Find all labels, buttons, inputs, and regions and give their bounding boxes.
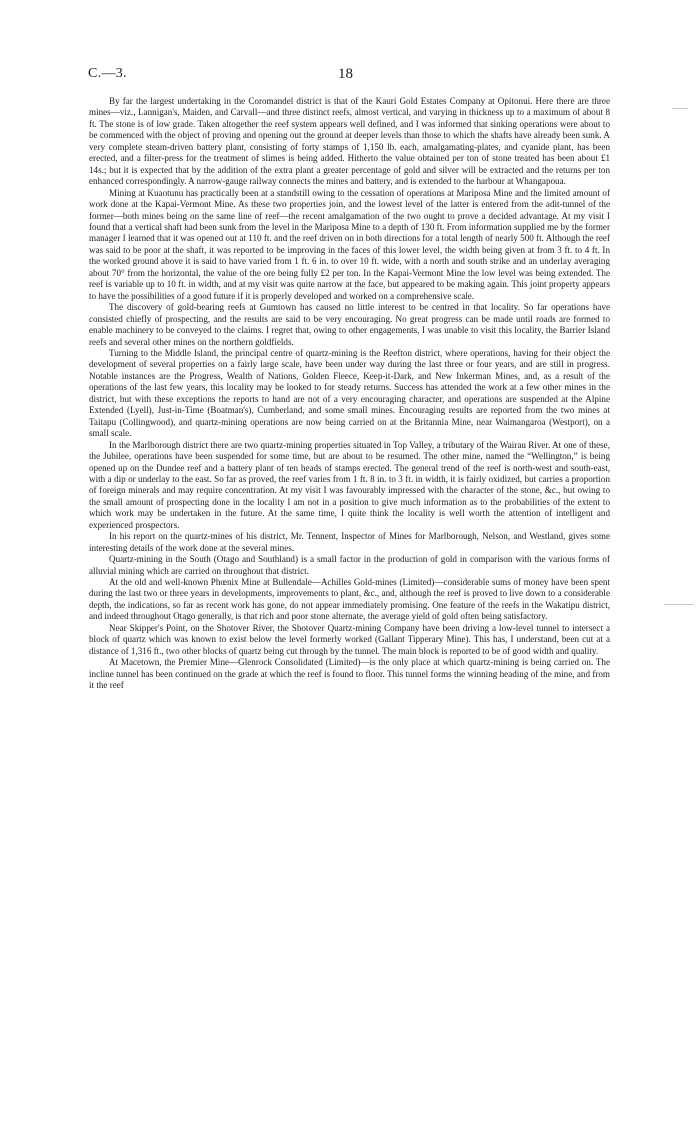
body-text xyxy=(89,96,610,692)
paragraph-south: Quartz-mining in the South (Otago and Southland) is a small factor in the production of gold in comparison with the various forms of alluvial mining which are carried on throughout that district. xyxy=(89,554,610,576)
document-reference: C.—3. xyxy=(88,66,127,81)
paragraph-coromandel: By far the largest undertaking in the Coromandel district is that of the Kauri Gold Estates Company at Opitonui. Here there are three mines—viz., Lannigan's, Maiden, and Carvall—and three distinct reefs, almost vertical, and varying in thickness up to a maximum of about 8 ft. The stone is of low grade. Taken altogether the reef system appears well defined, and I was informed that sinking operations were about to be commenced with the object of proving and opening out the ground at deeper levels than those to which the shafts have already been sunk. A very complete steam-driven battery plant, consisting of forty stamps of 1,150 lb. each, amalgamating-plates, and cyanide plant, has been erected, and a filter-press for the treatment of slimes is being added. Hitherto the value obtained per ton of stone treated has been about £1 14s.; but it is expected that by the addition of the extra plant a greater percentage of gold and silver will be extracted and the returns per ton enhanced correspondingly. A narrow-gauge railway connects the mines and battery, and is extended to the harbour at Whangapoua. xyxy=(89,96,610,187)
paragraph-kuaotunu: Mining at Kuaotunu has practically been at a standstill owing to the cessation of operations at Mariposa Mine and the limited amount of work done at the Kapai-Vermont Mine. As these two properties join, and the lowest level of the latter is entered from the adit-tunnel of the former—both mines being on the same line of reef—the recent amalgamation of the two ought to prove a decided advantage. At my visit I found that a vertical shaft had been sunk from the level in the Mariposa Mine to a depth of 130 ft. From information supplied me by the former manager I learned that it was opened out at 110 ft. and the reef driven on in both directions for a total length of nearly 500 ft. Although the reef was said to be poor at the shaft, it was reported to be improving in the faces of this lower level, the width being given at from 3 ft. to 4 ft. In the worked ground above it is said to have varied from 1 ft. 6 in. to over 10 ft. wide, with a north and south strike and an underlay averaging about 70° from the horizontal, the value of the ore being fully £2 per ton. In the Kapai-Vermont Mine the low level was being extended. The reef is variable up to 10 ft. in width, and at my visit was quite narrow at the face, but appeared to be making again. This joint property appears to have the possibilities of a good future if it is properly developed and worked on a comprehensive scale. xyxy=(89,187,610,301)
paragraph-phoenix-mine: At the old and well-known Phœnix Mine at Bullendale—Achilles Gold-mines (Limited)—considerable sums of money have been spent during the last two or three years in developments, improvements to plant, &c., and, although the reef is proved to live down to a considerable depth, the indications, so far as recent work has gone, do not appear immediately promising. One feature of the reefs in the Wakatipu district, and indeed throughout Otago generally, is that rich and poor stone alternate, the average yield of gold often being satisfactory. xyxy=(89,577,610,622)
page-header xyxy=(88,66,648,88)
paragraph-gumtown: The discovery of gold-bearing reefs at Gumtown has caused no little interest to be centred in that locality. So far operations have consisted chiefly of prospecting, and the results are said to be very encouraging. No great progress can be made until roads are formed to enable machinery to be conveyed to the claims. I regret that, owing to other engagements, I was unable to visit this locality, the Barrier Island reefs and several other mines on the northern goldfields. xyxy=(89,302,610,347)
paragraph-macetown: At Macetown, the Premier Mine—Glenrock Consolidated (Limited)—is the only place at which quartz-mining is being carried on. The incline tunnel has been continued on the grade at which the reef is found to floor. This tunnel forms the winning heading of the mine, and from it the reef xyxy=(89,657,610,691)
paragraph-marlborough: In the Marlborough district there are two quartz-mining properties situated in Top Valley, a tributary of the Wairau River. At one of these, the Jubilee, operations have been suspended for some time, but are about to be resumed. The other mine, named the “Wellington,” is being opened up on the Dundee reef and a battery plant of ten heads of stamps erected. The general trend of the reef is north-west and south-east, with a dip or underlay to the east. So far as proved, the reef varies from 1 ft. 8 in. to 3 ft. in width, it is fairly oxidized, but carries a proportion of foreign minerals and may require concentration. At my visit I was favourably impressed with the character of the stone, &c., but owing to the small amount of prospecting done in the locality I am not in a position to give much information as to the probabilities of the extent to which work may be undertaken in the future. At the same time, I quite think the locality is well worth the attention of intelligent and experienced prospectors. xyxy=(89,439,610,530)
paragraph-tennent-report: In his report on the quartz-mines of his district, Mr. Tennent, Inspector of Mines for Marlborough, Nelson, and Westland, gives some interesting details of the work done at the several mines. xyxy=(89,531,610,553)
page-number: 18 xyxy=(338,66,353,82)
paragraph-middle-island: Turning to the Middle Island, the principal centre of quartz-mining is the Reefton district, where operations, having for their object the development of several properties on a fairly large scale, have been under way during the last three or four years, and are still in progress. Notable instances are the Progress, Wealth of Nations, Golden Fleece, Keep-it-Dark, and New Inkerman Mines, and, as a result of the operations of the last few years, this locality may be looked to for steady returns. Success has attended the work at a few other mines in the district, but with these exceptions the reports to hand are not of a very encouraging character, and operations are suspended at the Alpine Extended (Lyell), Just-in-Time (Boatman's), Cumberland, and some small mines. Encouraging results are reported from the two mines at Taitapu (Collingwood), and quartz-mining operations are now being carried on at the Britannia Mine, near Waimangaroa (Westport), on a small scale. xyxy=(89,347,610,439)
paragraph-skippers-point: Near Skipper's Point, on the Shotover River, the Shotover Quartz-mining Company have been driving a low-level tunnel to intersect a block of quartz which was known to exist below the level formerly worked (Gallant Tipperary Mine). This has, I understand, been cut at a distance of 1,316 ft., two other blocks of quartz being cut through by the tunnel. The main block is reported to be of good width and quality. xyxy=(89,622,610,656)
margin-mark-top xyxy=(672,108,688,109)
margin-mark-middle xyxy=(664,604,694,605)
